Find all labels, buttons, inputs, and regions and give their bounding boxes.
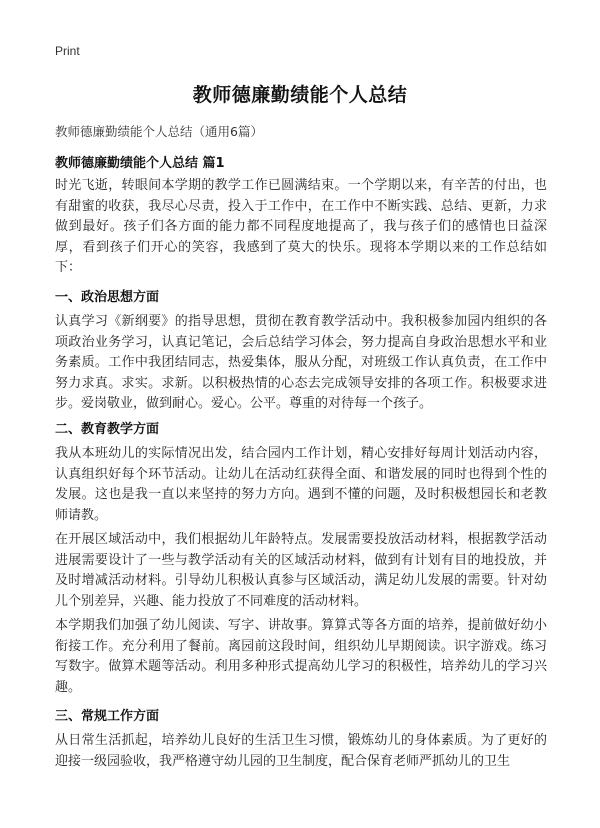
document-title: 教师德廉勤绩能个人总结: [192, 84, 408, 106]
section-heading-routine: 三、常规工作方面: [55, 709, 160, 724]
print-label[interactable]: Print: [55, 44, 80, 58]
teaching-paragraph-1: 我从本班幼儿的实际情况出发，结合园内工作计划，精心安排好每周计划活动内容，认真组织好每个环节活动。让幼儿在活动红获得全面、和谐发展的同时也得到个性的发展。这也是我一直以来坚持的努力方向。遇到不懂的问题，及时积极想园长和老教师请教。: [55, 446, 547, 523]
routine-paragraph: 从日常生活抓起，培养幼儿良好的生活卫生习惯，锻炼幼儿的身体素质。为了更好的迎接一级园验收，我严格遵守幼儿园的卫生制度，配合保育老师严抓幼儿的卫生: [55, 733, 547, 769]
intro-paragraph: 时光飞逝，转眼间本学期的教学工作已圆满结束。一个学期以来，有辛苦的付出，也有甜蜜的收获，我尽心尽责，投入于工作中，在工作中不断实践、总结、更新，力求做到最好。孩子们各方面的能力都不同程度地提高了，我与孩子们的感情也日益深厚，看到孩子们开心的笑容，我感到了莫大的快乐。现将本学期以来的工作总结如下：: [55, 178, 547, 275]
section-heading-teaching: 二、教育教学方面: [55, 422, 160, 437]
teaching-paragraph-2: 在开展区域活动中，我们根据幼儿年龄特点。发展需要投放活动材料，根据教学活动进展需要设计了一些与教学活动有关的区域活动材料，做到有计划有目的地投放，并及时增减活动材料。引导幼儿积极认真参与区域活动，满足幼儿发展的需要。针对幼儿个别差异，兴趣、能力投放了不同难度的活动材料。: [55, 532, 547, 609]
section-heading-politics: 一、政治思想方面: [55, 290, 160, 305]
document-subtitle: 教师德廉勤绩能个人总结（通用6篇）: [55, 124, 263, 139]
politics-paragraph: 认真学习《新纲要》的指导思想，贯彻在教育教学活动中。我积极参加园内组织的各项政治业务学习，认真记笔记，会后总结学习体会，努力提高自身政治思想水平和业务素质。工作中我团结同志，热爱集体，服从分配，对班级工作认真负责，在工作中努力求真。求实。求新。以积极热情的心态去完成领导安排的各项工作。积极要求进步。爱岗敬业，做到耐心。爱心。公平。尊重的对待每一个孩子。: [55, 314, 547, 411]
teaching-paragraph-3: 本学期我们加强了幼儿阅读、写字、讲故事。算算式等各方面的培养，提前做好幼小衔接工作。充分利用了餐前。离园前这段时间，组织幼儿早期阅读。识字游戏。练习写数字。做算术题等活动。利用多种形式提高幼儿学习的积极性，培养幼儿的学习兴趣。: [55, 618, 547, 695]
part-heading: 教师德廉勤绩能个人总结 篇1: [55, 156, 225, 171]
